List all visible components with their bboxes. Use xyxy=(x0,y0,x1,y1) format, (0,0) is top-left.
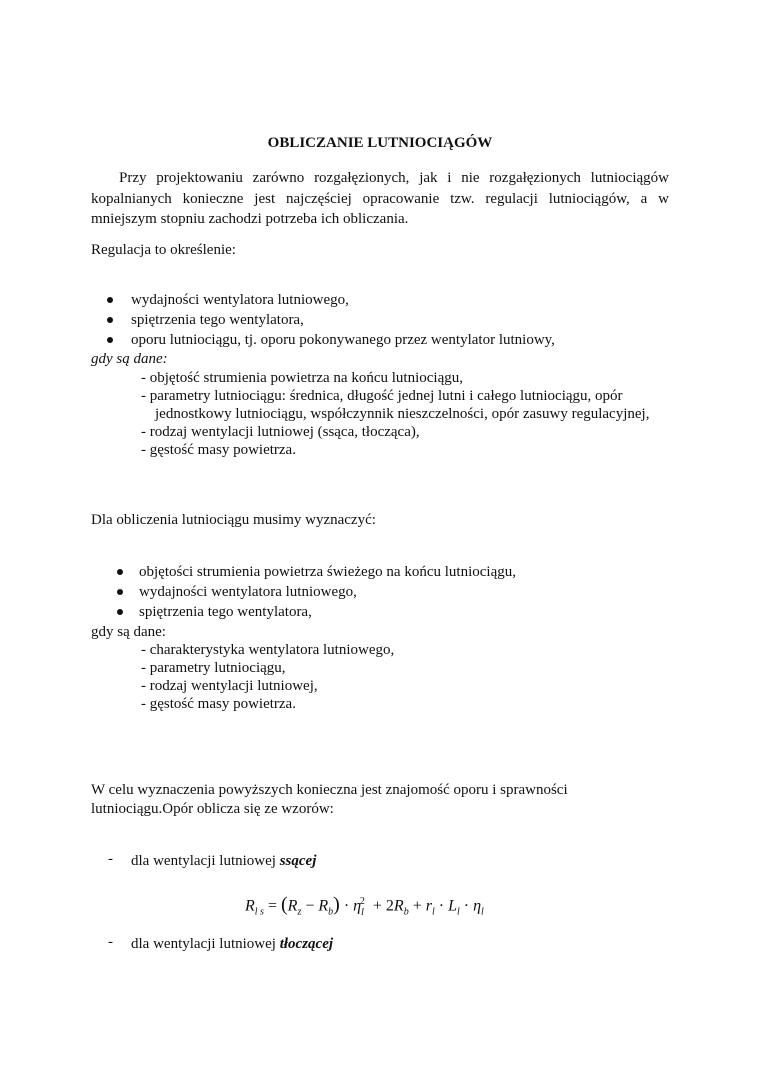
case-forcing xyxy=(131,934,333,954)
calculation-bullet-2: wydajności wentylatora lutniowego, xyxy=(139,584,357,600)
regulation-bullet-3: oporu lutniociągu, tj. oporu pokonywanego przez wentylator lutniowy, xyxy=(131,332,555,348)
case-forcing-prefix: dla wentylacji lutniowej xyxy=(131,936,280,952)
resistance-line-2: lutniociągu.Opór oblicza się ze wzorów: xyxy=(91,801,334,817)
bullet-icon xyxy=(117,609,123,615)
formula-resistance-suction: $R_{l s} = (R_z - R_b) \cdot \eta_l^2 + 2R_b + r_l \cdot L_l \cdot \eta_l$ xyxy=(245,893,484,918)
bullet-icon xyxy=(117,569,123,575)
calculation-heading: Dla obliczenia lutniociągu musimy wyznaczyć: xyxy=(91,512,376,528)
calculation-given-item-4: - gęstość masy powietrza. xyxy=(141,696,296,712)
calculation-given-item-3: - rodzaj wentylacji lutniowej, xyxy=(141,678,318,694)
case-suction-prefix: dla wentylacji lutniowej xyxy=(131,853,280,869)
intro-paragraph-text: Przy projektowaniu zarówno rozgałęzionych, jak i nie rozgałęzionych lutniociągów kopalnianych konieczne jest najczęściej opracowanie tzw. regulacji lutniociągów, a w mniejszym stopniu zachodzi potrzeba ich obliczania. xyxy=(91,170,669,227)
intro-paragraph xyxy=(91,168,669,230)
calculation-bullet-3: spiętrzenia tego wentylatora, xyxy=(139,604,312,620)
case-dash: - xyxy=(108,934,113,950)
regulation-given-item-4: - gęstość masy powietrza. xyxy=(141,442,296,458)
regulation-given-label: gdy są dane: xyxy=(91,351,168,367)
calculation-given-item-1: - charakterystyka wentylatora lutniowego, xyxy=(141,642,395,658)
regulation-bullet-2: spiętrzenia tego wentylatora, xyxy=(131,312,304,328)
case-suction-emphasis: ssącej xyxy=(279,853,317,869)
calculation-bullet-1: objętości strumienia powietrza świeżego na końcu lutniociągu, xyxy=(139,564,516,580)
regulation-given-item-1: - objętość strumienia powietrza na końcu lutniociągu, xyxy=(141,370,463,386)
resistance-line-1: W celu wyznaczenia powyższych konieczna jest znajomość oporu i sprawności xyxy=(91,782,568,798)
bullet-icon xyxy=(117,589,123,595)
bullet-icon xyxy=(107,337,113,343)
regulation-given-item-3: - rodzaj wentylacji lutniowej (ssąca, tłocząca), xyxy=(141,424,420,440)
bullet-icon xyxy=(107,317,113,323)
case-forcing-emphasis: tłoczącej xyxy=(279,936,334,952)
calculation-given-item-2: - parametry lutniociągu, xyxy=(141,660,286,676)
bullet-icon xyxy=(107,297,113,303)
regulation-given-item-2: - parametry lutniociągu: średnica, długość jednej lutni i całego lutniociągu, opór xyxy=(141,388,623,404)
calculation-given-label: gdy są dane: xyxy=(91,624,166,640)
case-suction xyxy=(131,851,316,871)
regulation-bullet-1: wydajności wentylatora lutniowego, xyxy=(131,292,349,308)
page-title: OBLICZANIE LUTNIOCIĄGÓW xyxy=(267,135,493,151)
case-dash: - xyxy=(108,851,113,867)
regulation-heading: Regulacja to określenie: xyxy=(91,242,236,258)
regulation-given-item-2-cont: jednostkowy lutniociągu, współczynnik nieszczelności, opór zasuwy regulacyjnej, xyxy=(155,406,650,422)
